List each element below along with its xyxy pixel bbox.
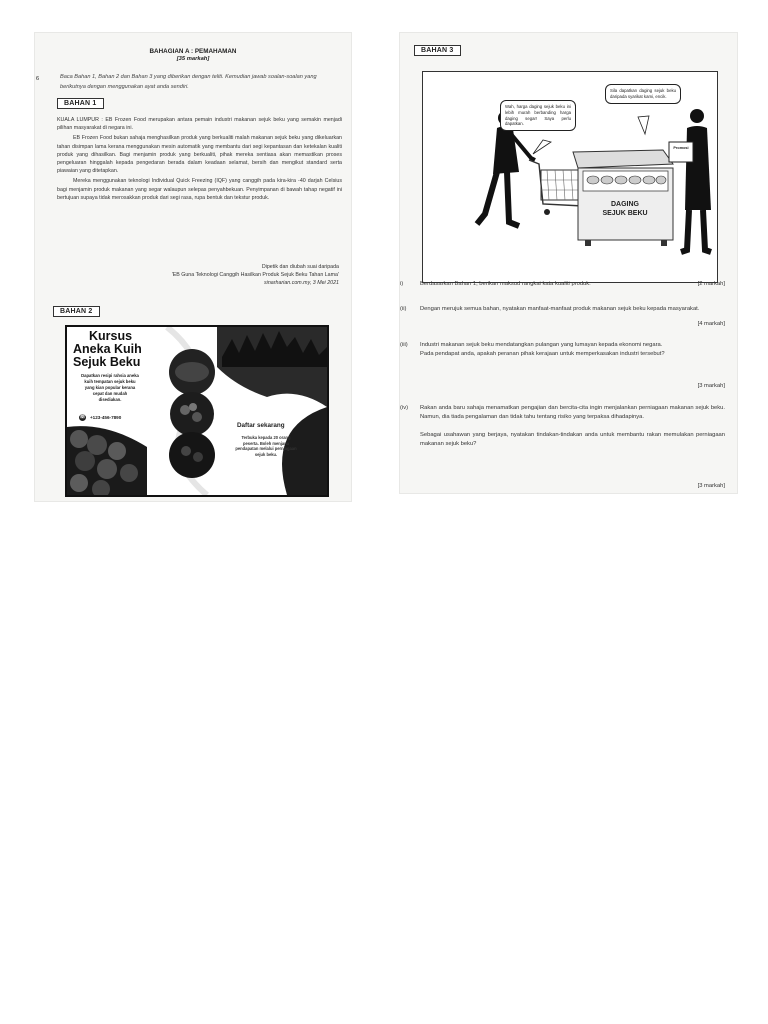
poster-description: Dapatkan resipi rahsia aneka kuih tempatan sejuk beku yang kian popular kerana cepat dan mudah disediakan.: [81, 373, 139, 402]
poster-cta-description: Terbuka kepada 20 orang peserta. Boleh menjana pendapatan melalui perniagaan sejuk beku.: [235, 435, 297, 458]
question-i: [400, 280, 725, 294]
question-number: i): [400, 281, 404, 287]
source-citation: [172, 264, 339, 288]
phone-icon: ☏: [79, 414, 86, 420]
question-iv: [400, 404, 725, 489]
freezer-label-2: SEJUK BEKU: [602, 210, 648, 218]
poster-title-2: Aneka Kuih: [73, 342, 142, 357]
source-line-2: 'EB Guna Teknologi Canggih Hasilkan Produk Sejuk Beku Tahan Lama': [171, 271, 339, 278]
bahan1-paragraph-2: EB Frozen Food bukan sahaja menghasilkan produk yang berkualiti malah makanan sejuk beku yang dikeluarkan tahan disimpan lama kerana menggunakan mesin automatik yang membantu dari segi kepantasan dan ketekalan kualiti produk yang dihasilkan. Bagi menjamin produk yang berkualiti, pihak mereka sentiasa akan memastikan proses pengeluaran hinggalah kepada pengedaran berada dalam keadaan selamat, bersih dan mengikut standard serta piawaian yang ditetapkan.: [57, 135, 342, 175]
freezer-label-1: DAGING: [611, 201, 639, 208]
left-page: [35, 33, 351, 501]
poster-title-1: Kursus: [89, 329, 133, 343]
poster-phone: [79, 414, 121, 421]
question-number: (iv): [400, 405, 409, 411]
question-marks: [3 markah]: [697, 383, 725, 389]
right-page: [400, 33, 737, 493]
seller-speech-bubble: Sila dapatkan daging sejuk beku daripada syarikat kami, encik.: [605, 84, 681, 104]
customer-speech-bubble: Wah, harga daging sejuk beku ini lebih murah berbanding harga daging segar! Saya perlu dapatkan.: [500, 100, 576, 131]
bahan1-paragraph-1: KUALA LUMPUR : EB Frozen Food merupakan antara pemain industri makanan sejuk beku yang semakin menjadi pilihan masyarakat di negara ini.: [57, 117, 342, 132]
question-number: 6: [36, 76, 40, 82]
question-ii: [400, 305, 725, 331]
question-text: Dengan merujuk semua bahan, nyatakan manfaat-manfaat produk makanan sejuk beku kepada masyarakat.: [420, 306, 700, 312]
question-text: Rakan anda baru sahaja menamatkan pengajian dan bercita-cita ingin menjalankan perniagaan makanan sejuk beku. Namun, dia tiada pengalaman dan tidak tahu tentang risiko yang terpaksa dihadapinya. Sebagai usahawan yang berjaya, nyatakan tindakan-tindakan anda untuk membantu rakan memulakan perniagaan makanan sejuk beku?: [420, 405, 725, 447]
course-poster: [65, 325, 329, 497]
bahan1-label: BAHAN 1: [57, 98, 104, 109]
question-text: Berdasarkan Bahan 1, berikan maksud rangkai kata kualiti produk.: [420, 281, 591, 287]
bahan1-text: [57, 116, 342, 204]
question-marks: [2 markah]: [697, 281, 725, 287]
source-line-1: Dipetik dan diubah suai daripada: [261, 264, 339, 270]
question-number: (ii): [400, 306, 407, 312]
phone-number: +123-456-7890: [90, 415, 122, 420]
question-text: Industri makanan sejuk beku mendatangkan pulangan yang lumayan kepada ekonomi negara. Pada pendapat anda, apakah peranan pihak kerajaan untuk memperkasakan industri tersebut?: [420, 342, 665, 357]
poster-title: [73, 330, 142, 369]
promo-sign: Promosi: [673, 146, 689, 150]
section-marks: [35 markah]: [176, 56, 210, 62]
bahan3-label: BAHAN 3: [414, 45, 461, 56]
bahan3-illustration: [422, 71, 718, 283]
question-marks: [3 markah]: [697, 483, 725, 489]
section-title: BAHAGIAN A : PEMAHAMAN: [149, 48, 237, 55]
question-iii: [400, 341, 725, 389]
question-marks: [4 markah]: [697, 321, 725, 327]
bahan2-label: BAHAN 2: [53, 306, 100, 317]
instruction: Baca Bahan 1, Bahan 2 dan Bahan 3 yang diberikan dengan teliti. Kemudian jawab soalan-soalan yang berikutnya dengan menggunakan ayat anda sendiri.: [60, 74, 317, 90]
poster-cta: Daftar sekarang: [237, 422, 285, 429]
source-line-3: sinarharian.com.my, 3 Mei 2021: [264, 279, 339, 286]
bahan1-paragraph-3: Mereka menggunakan teknologi Individual Quick Freezing (IQF) yang canggih pada kira-kira -40 darjah Celsius bagi menjamin produk makanan yang segar walaupun selepas penyahbekuan. Penyimpanan di bawah tahap negatif ini bertujuan supaya tidak merosakkan produk dari segi rasa, rupa bentuk dan tekstur produk.: [57, 178, 342, 201]
question-number: (iii): [400, 342, 408, 348]
poster-title-3: Sejuk Beku: [73, 355, 141, 370]
freezer-label: [587, 200, 663, 218]
